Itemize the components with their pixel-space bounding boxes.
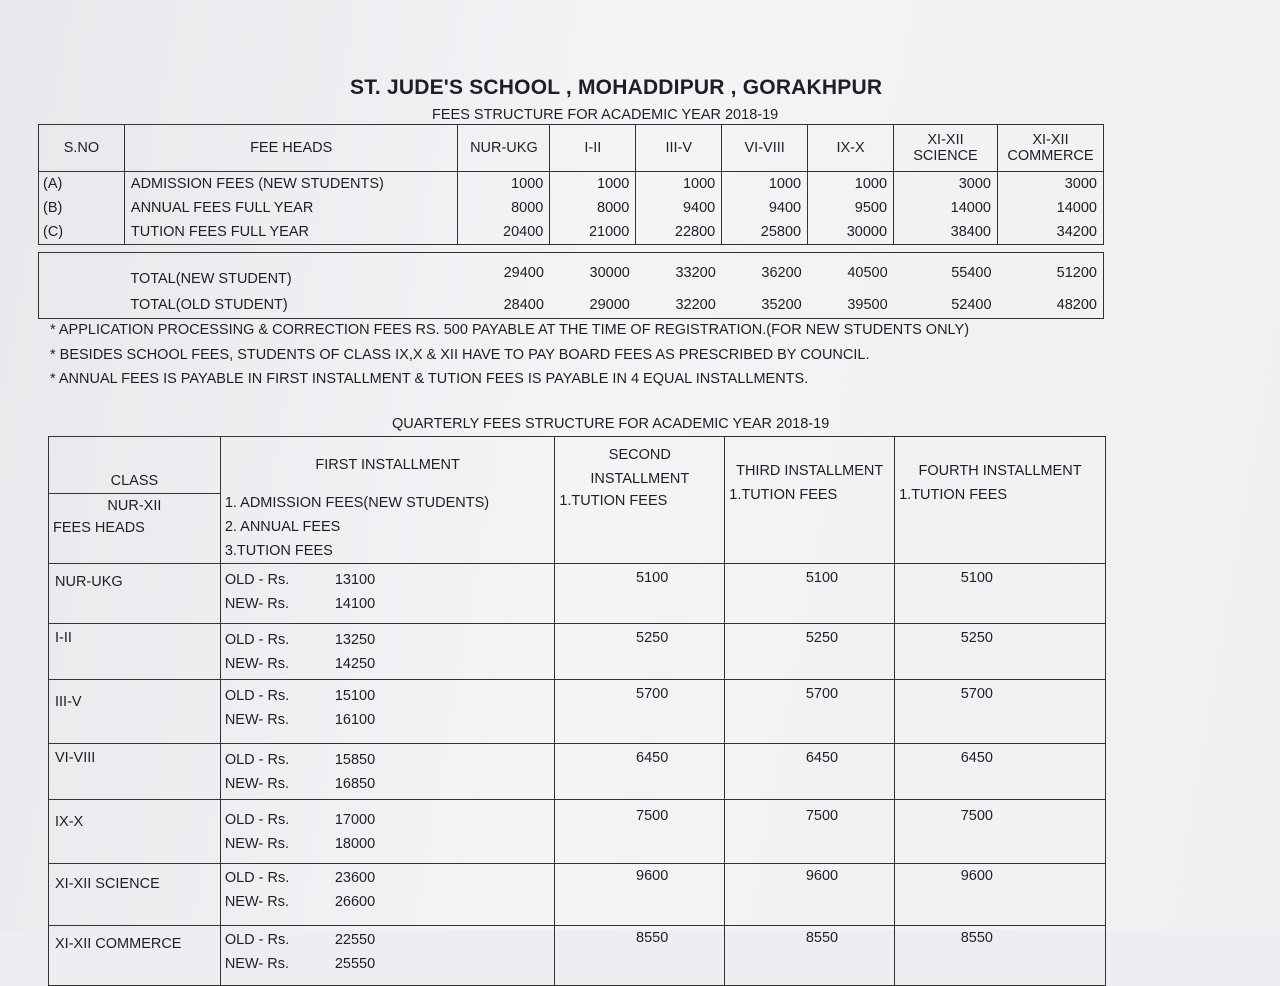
note-item: * ANNUAL FEES IS PAYABLE IN FIRST INSTALLMENT & TUTION FEES IS PAYABLE IN 4 EQUAL INSTALLMENTS. (50, 371, 809, 387)
third-installment-value: 5250 (725, 624, 895, 680)
third-installment-value: 8550 (725, 926, 895, 986)
table-row (49, 564, 1106, 624)
second-installment-value: 9600 (555, 864, 725, 926)
cell-value: 29400 (458, 253, 550, 293)
cell-value: 20400 (458, 220, 550, 245)
cell-value: 9400 (636, 196, 722, 220)
cell-value: 1000 (808, 172, 894, 197)
header-i-ii: I-II (550, 125, 636, 172)
cell-value: 28400 (458, 292, 550, 319)
class-name: VI-VIII (49, 744, 221, 800)
table-row (49, 624, 1106, 680)
new-label: NEW- Rs. (224, 776, 290, 792)
new-amount: 18000 (334, 836, 376, 852)
cell-value: 1000 (550, 172, 636, 197)
fourth-installment-title: FOURTH INSTALLMENT (918, 463, 1082, 479)
new-amount: 16100 (334, 712, 376, 728)
school-title: ST. JUDE'S SCHOOL , MOHADDIPUR , GORAKHPUR (350, 76, 883, 99)
third-installment-value: 7500 (725, 800, 895, 864)
old-amount: 23600 (334, 870, 376, 886)
cell-value: 3000 (894, 172, 998, 197)
fourth-installment-value: 5700 (895, 680, 1106, 744)
class-name: XI-XII SCIENCE (49, 864, 221, 926)
old-amount: 13100 (334, 572, 376, 588)
total-new-row (39, 253, 1104, 293)
second-installment-value: 5250 (555, 624, 725, 680)
fourth-installment-value: 5100 (895, 564, 1106, 624)
table-row (49, 800, 1106, 864)
old-amount: 15850 (334, 752, 376, 768)
old-amount: 17000 (334, 812, 376, 828)
third-installment-value: 5100 (725, 564, 895, 624)
total-new-label: TOTAL(NEW STUDENT) (124, 253, 458, 293)
fourth-installment-value: 8550 (895, 926, 1106, 986)
cell-value: 40500 (808, 253, 894, 293)
fee-table-header (39, 125, 1104, 172)
fourth-installment-value: 7500 (895, 800, 1106, 864)
cell-value: 21000 (550, 220, 636, 245)
cell-value: 52400 (894, 292, 998, 319)
second-installment-value: 7500 (555, 800, 725, 864)
old-amount: 13250 (334, 632, 376, 648)
fee-structure-table (38, 124, 1104, 257)
class-header: CLASS (110, 473, 159, 489)
cell-value: 51200 (998, 253, 1104, 293)
cell-value: 8000 (550, 196, 636, 220)
second-installment-item: 1.TUTION FEES (559, 493, 668, 509)
row-fee-head: ADMISSION FEES (NEW STUDENTS) (124, 172, 458, 197)
old-label: OLD - Rs. (224, 870, 290, 886)
cell-value: 33200 (636, 253, 722, 293)
quarterly-fees-table (48, 436, 1106, 986)
class-name: NUR-UKG (49, 564, 221, 624)
header-sno: S.NO (39, 125, 125, 172)
cell-value: 1000 (636, 172, 722, 197)
header-iii-v: III-V (636, 125, 722, 172)
cell-value: 9500 (808, 196, 894, 220)
row-fee-head: TUTION FEES FULL YEAR (124, 220, 458, 245)
third-installment-title: THIRD INSTALLMENT (736, 463, 884, 479)
cell-value: 55400 (894, 253, 998, 293)
cell-value: 25800 (722, 220, 808, 245)
total-old-row (39, 292, 1104, 319)
old-label: OLD - Rs. (224, 572, 290, 588)
new-amount: 14250 (334, 656, 376, 672)
cell-value: 38400 (894, 220, 998, 245)
second-installment-title: SECOND INSTALLMENT (590, 447, 690, 487)
header-xi-xii-science: XI-XII SCIENCE (894, 125, 998, 172)
header-nur-ukg: NUR-UKG (458, 125, 550, 172)
table-row (49, 680, 1106, 744)
new-amount: 26600 (334, 894, 376, 910)
new-label: NEW- Rs. (224, 596, 290, 612)
cell-value: 3000 (997, 172, 1103, 197)
new-label: NEW- Rs. (224, 836, 290, 852)
row-sno: (C) (39, 220, 125, 245)
new-label: NEW- Rs. (224, 956, 290, 972)
cell-value: 39500 (808, 292, 894, 319)
header-ix-x: IX-X (808, 125, 894, 172)
old-label: OLD - Rs. (224, 632, 290, 648)
new-amount: 16850 (334, 776, 376, 792)
row-fee-head: ANNUAL FEES FULL YEAR (124, 196, 458, 220)
cell-value: 8000 (458, 196, 550, 220)
table-row (49, 744, 1106, 800)
cell-value: 34200 (997, 220, 1103, 245)
cell-value: 9400 (722, 196, 808, 220)
table-row (39, 220, 1104, 245)
total-old-label: TOTAL(OLD STUDENT) (124, 292, 458, 319)
old-label: OLD - Rs. (224, 812, 290, 828)
first-installment-item: 2. ANNUAL FEES (224, 519, 341, 535)
new-amount: 25550 (334, 956, 376, 972)
cell-value: 14000 (997, 196, 1103, 220)
table-row (39, 196, 1104, 220)
header-fee-heads: FEE HEADS (124, 125, 458, 172)
row-sno: (B) (39, 196, 125, 220)
class-name: IX-X (49, 800, 221, 864)
fourth-installment-value: 5250 (895, 624, 1106, 680)
new-label: NEW- Rs. (224, 894, 290, 910)
cell-value: 48200 (998, 292, 1104, 319)
quarterly-title: QUARTERLY FEES STRUCTURE FOR ACADEMIC YEAR 2018-19 (392, 416, 830, 432)
class-name: III-V (49, 680, 221, 744)
header-vi-viii: VI-VIII (722, 125, 808, 172)
table-row (49, 864, 1106, 926)
third-installment-value: 9600 (725, 864, 895, 926)
cell-value: 35200 (722, 292, 808, 319)
new-amount: 14100 (334, 596, 376, 612)
third-installment-value: 5700 (725, 680, 895, 744)
table-row (49, 926, 1106, 986)
cell-value: 36200 (722, 253, 808, 293)
fourth-installment-value: 6450 (895, 744, 1106, 800)
old-amount: 22550 (334, 932, 376, 948)
class-range: NUR-XII (49, 493, 220, 514)
first-installment-title: FIRST INSTALLMENT (315, 457, 460, 473)
header-xi-xii-commerce: XI-XII COMMERCE (997, 125, 1103, 172)
old-label: OLD - Rs. (224, 752, 290, 768)
first-installment-item: 3.TUTION FEES (224, 543, 333, 559)
first-installment-item: 1. ADMISSION FEES(NEW STUDENTS) (224, 495, 490, 511)
fees-heads-label: FEES HEADS (53, 520, 145, 536)
new-label: NEW- Rs. (224, 712, 290, 728)
cell-value: 29000 (550, 292, 636, 319)
old-label: OLD - Rs. (224, 688, 290, 704)
second-installment-value: 8550 (555, 926, 725, 986)
cell-value: 1000 (722, 172, 808, 197)
second-installment-value: 6450 (555, 744, 725, 800)
cell-value: 32200 (636, 292, 722, 319)
fee-structure-title: FEES STRUCTURE FOR ACADEMIC YEAR 2018-19 (432, 107, 779, 123)
old-label: OLD - Rs. (224, 932, 290, 948)
old-amount: 15100 (334, 688, 376, 704)
note-item: * APPLICATION PROCESSING & CORRECTION FEES RS. 500 PAYABLE AT THE TIME OF REGISTRATION.(FOR NEW STUDENTS ONLY) (50, 322, 970, 338)
new-label: NEW- Rs. (224, 656, 290, 672)
notes-list (50, 318, 969, 392)
fourth-installment-value: 9600 (895, 864, 1106, 926)
cell-value: 14000 (894, 196, 998, 220)
cell-value: 22800 (636, 220, 722, 245)
class-name: XI-XII COMMERCE (49, 926, 221, 986)
quarterly-header-row (49, 437, 1106, 564)
cell-value: 30000 (550, 253, 636, 293)
third-installment-value: 6450 (725, 744, 895, 800)
fourth-installment-item: 1.TUTION FEES (899, 487, 1008, 503)
third-installment-item: 1.TUTION FEES (729, 487, 838, 503)
second-installment-value: 5700 (555, 680, 725, 744)
totals-table (38, 252, 1104, 319)
class-name: I-II (49, 624, 221, 680)
row-sno: (A) (39, 172, 125, 197)
note-item: * BESIDES SCHOOL FEES, STUDENTS OF CLASS IX,X & XII HAVE TO PAY BOARD FEES AS PRESCRIBED BY COUNCIL. (50, 346, 870, 363)
cell-value: 1000 (458, 172, 550, 197)
cell-value: 30000 (808, 220, 894, 245)
second-installment-value: 5100 (555, 564, 725, 624)
table-row (39, 172, 1104, 197)
